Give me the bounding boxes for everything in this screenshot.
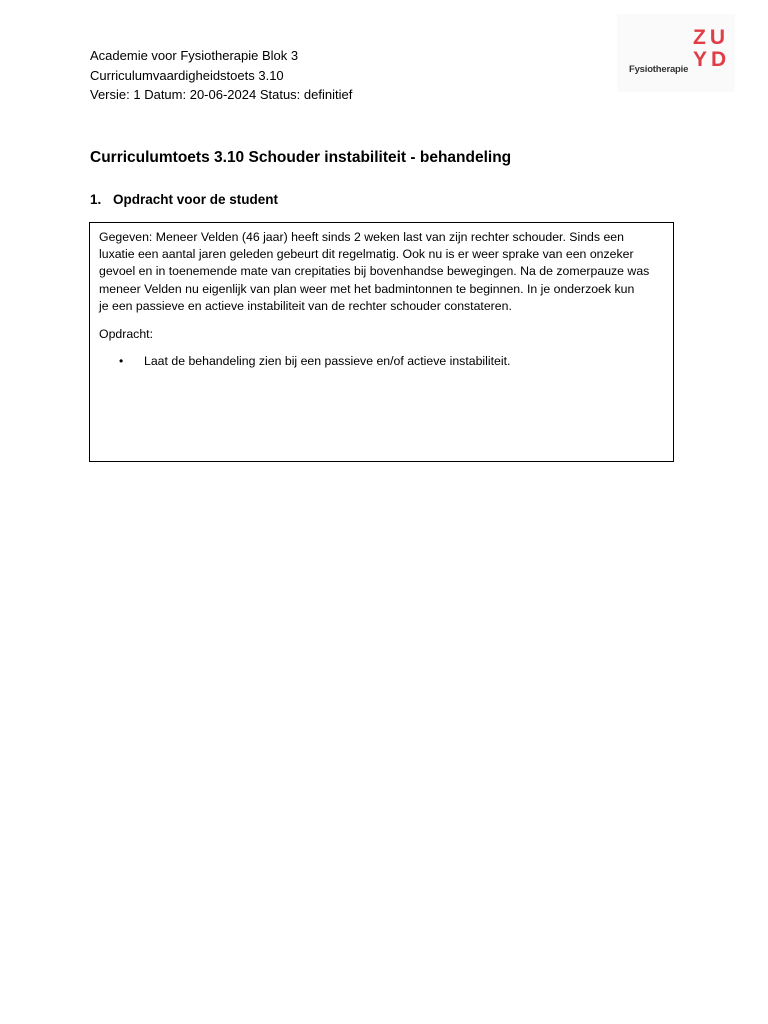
header-line-version: Versie: 1 Datum: 20-06-2024 Status: definitief [90, 87, 353, 102]
section-heading-text: Opdracht voor de student [113, 192, 279, 207]
given-paragraph [99, 229, 664, 315]
given-line: Gegeven: Meneer Velden (46 jaar) heeft sinds 2 weken last van zijn rechter schouder. Sinds een [99, 230, 624, 244]
assignment-label: Opdracht: [99, 327, 153, 342]
section-number: 1. [90, 192, 102, 207]
header-line-academy: Academie voor Fysiotherapie Blok 3 [90, 48, 299, 63]
section-heading [90, 192, 278, 207]
zuyd-logo [617, 14, 735, 92]
given-line: je een passieve en actieve instabiliteit van de rechter schouder constateren. [99, 298, 512, 313]
logo-mark-line-2: YD [693, 48, 731, 71]
document-header [90, 46, 352, 105]
bullet-icon: • [119, 354, 124, 369]
assignment-item [99, 353, 664, 370]
task-box [89, 222, 674, 462]
logo-mark [693, 26, 731, 71]
header-line-test: Curriculumvaardigheidstoets 3.10 [90, 67, 284, 83]
document-title: Curriculumtoets 3.10 Schouder instabiliteit - behandeling [90, 149, 512, 166]
given-line: luxatie een aantal jaren geleden gebeurt dit regelmatig. Ook nu is er weer sprake van een onzeker [99, 247, 634, 262]
given-line: meneer Velden nu eigenlijk van plan weer met het badmintonnen te beginnen. In je onderzoek kun [99, 281, 635, 296]
assignment-list [99, 353, 664, 370]
logo-subtitle: Fysiotherapie [629, 64, 689, 75]
logo-mark-line-1: ZU [693, 26, 729, 49]
given-line: gevoel en in toenemende mate van crepitaties bij bovenhandse bewegingen. Na de zomerpauze was [99, 264, 650, 279]
assignment-item-text: Laat de behandeling zien bij een passieve en/of actieve instabiliteit. [144, 354, 511, 369]
